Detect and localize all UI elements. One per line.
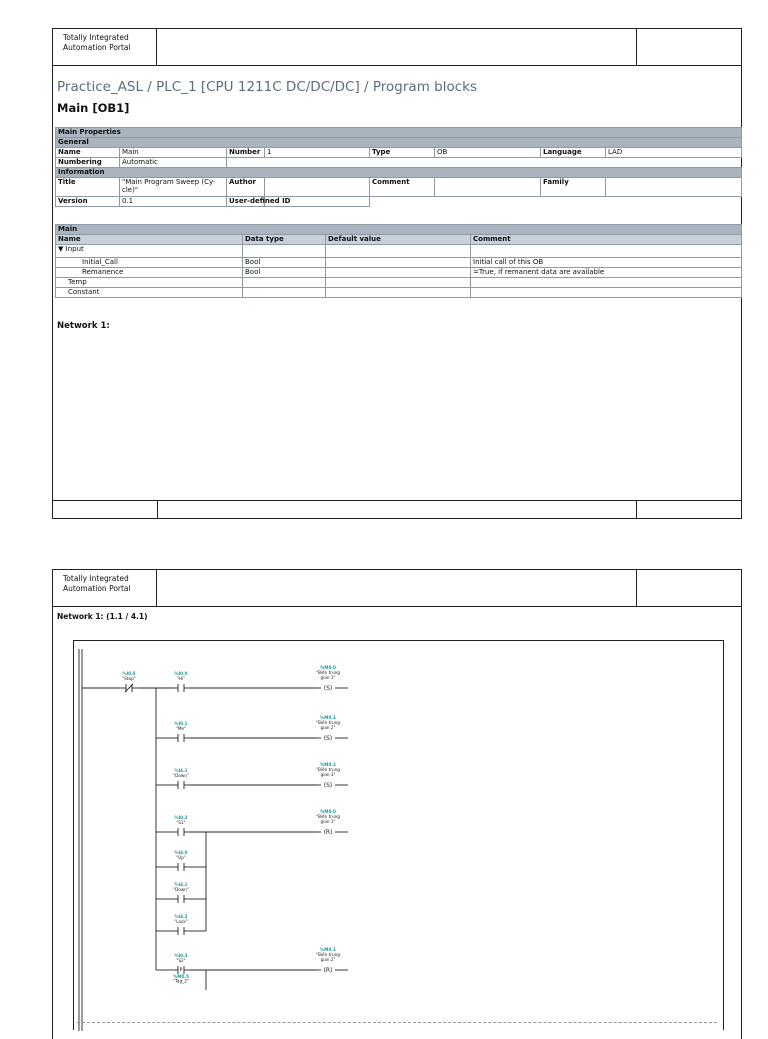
coil-tag: "Biến trung	[316, 720, 340, 725]
main-section-heading: Main	[56, 225, 742, 235]
page-break-line	[77, 1022, 717, 1023]
contact-address: %I0.3	[174, 953, 188, 958]
ladder-diagram	[73, 640, 724, 1030]
contact-address: %I4.1	[174, 768, 188, 773]
portal-label: Totally Integrated Automation Portal	[53, 570, 157, 606]
coil-tag: gian 1"	[320, 675, 336, 680]
network-heading: Network 1: (1.1 / 4.1)	[57, 612, 148, 621]
coil-address: %M0.2	[320, 762, 336, 767]
report-page-1	[52, 28, 742, 519]
coil-tag: gian 2"	[320, 725, 336, 730]
table-row: Constant	[56, 288, 742, 298]
coil-tag: gian 1"	[320, 819, 336, 824]
name-value: Main	[120, 148, 227, 158]
contact-p-label: P	[179, 967, 183, 974]
general-heading: General	[56, 138, 742, 148]
edge-memory-tag: "Tag_2"	[173, 978, 189, 984]
interface-table: Main Name Data type Default value Comment ▼ Input Initial_Call Bool Initial call of this OB Remanence Bool =True, if remanent data are available Temp Constant	[55, 224, 742, 298]
coil-address: %M0.0	[320, 665, 336, 670]
coil-symbol: (R)	[323, 828, 333, 836]
coil-tag: "Biến trung	[316, 767, 340, 772]
table-row: Remanence Bool =True, if remanent data are available	[56, 268, 742, 278]
coil-address: %M0.1	[320, 947, 336, 952]
number-value: 1	[265, 148, 370, 158]
title-value: "Main Program Sweep (Cy- cle)"	[120, 178, 227, 197]
contact-tag: "Me"	[175, 726, 187, 731]
contact-tag: "Lock"	[174, 919, 188, 924]
coil-symbol: (S)	[323, 734, 333, 742]
coil-symbol: (S)	[323, 684, 333, 692]
network-heading: Network 1:	[57, 321, 110, 331]
ladder-svg	[74, 641, 724, 1031]
table-row: Temp	[56, 278, 742, 288]
information-heading: Information	[56, 168, 742, 178]
contact-tag: "Hi"	[176, 676, 186, 681]
contact-address: %I0.0	[174, 671, 188, 676]
contact-address: %I0.2	[174, 815, 188, 820]
contact-tag: "Stop"	[122, 676, 136, 681]
language-value: LAD	[606, 148, 742, 158]
version-value: 0.1	[120, 197, 227, 207]
contact-address: %I4.1	[174, 882, 188, 887]
contact-tag: "Up"	[176, 855, 186, 860]
contact-tag: "S1"	[176, 820, 186, 825]
coil-tag: "Biến trung	[316, 814, 340, 819]
contact-tag: "Down"	[173, 887, 189, 892]
main-properties-heading: Main Properties	[56, 128, 742, 138]
table-row: ▼ Input	[56, 245, 742, 258]
coil-tag: "Biến trung	[316, 952, 340, 957]
contact-address: %I0.5	[122, 671, 136, 676]
contact-tag: "Down"	[173, 773, 189, 778]
page-header	[53, 29, 741, 66]
coil-tag: gian 3"	[320, 772, 336, 777]
contact-address: %I0.1	[174, 721, 188, 726]
coil-symbol: (R)	[323, 966, 333, 974]
coil-tag: gian 2"	[320, 957, 336, 962]
page-title: Practice_ASL / PLC_1 [CPU 1211C DC/DC/DC] / Program blocks	[57, 79, 477, 95]
coil-address: %M0.1	[320, 715, 336, 720]
page-footer	[53, 500, 741, 518]
numbering-value: Automatic	[120, 158, 227, 168]
type-value: OB	[435, 148, 541, 158]
contact-tag: "S2"	[176, 958, 186, 963]
coil-symbol: (S)	[323, 781, 333, 789]
page-header	[53, 570, 741, 607]
edge-memory-address: %M0.5	[173, 974, 189, 979]
main-properties-table: Main Properties General Name Main Number 1 Type OB Language LAD Numbering Automatic Information Title "Main Program Sweep (Cy- cle)" Author Comment Family Version 0.1 User-defined ID	[55, 127, 742, 207]
coil-address: %M0.0	[320, 809, 336, 814]
contact-address: %I4.0	[174, 850, 188, 855]
report-page-2	[52, 569, 742, 1039]
coil-tag: "Biến trung	[316, 670, 340, 675]
table-row: Initial_Call Bool Initial call of this OB	[56, 258, 742, 268]
block-subtitle: Main [OB1]	[57, 101, 130, 115]
triangle-down-icon[interactable]: ▼	[58, 245, 64, 253]
contact-address: %I4.2	[174, 914, 188, 919]
portal-label: Totally Integrated Automation Portal	[53, 29, 157, 65]
